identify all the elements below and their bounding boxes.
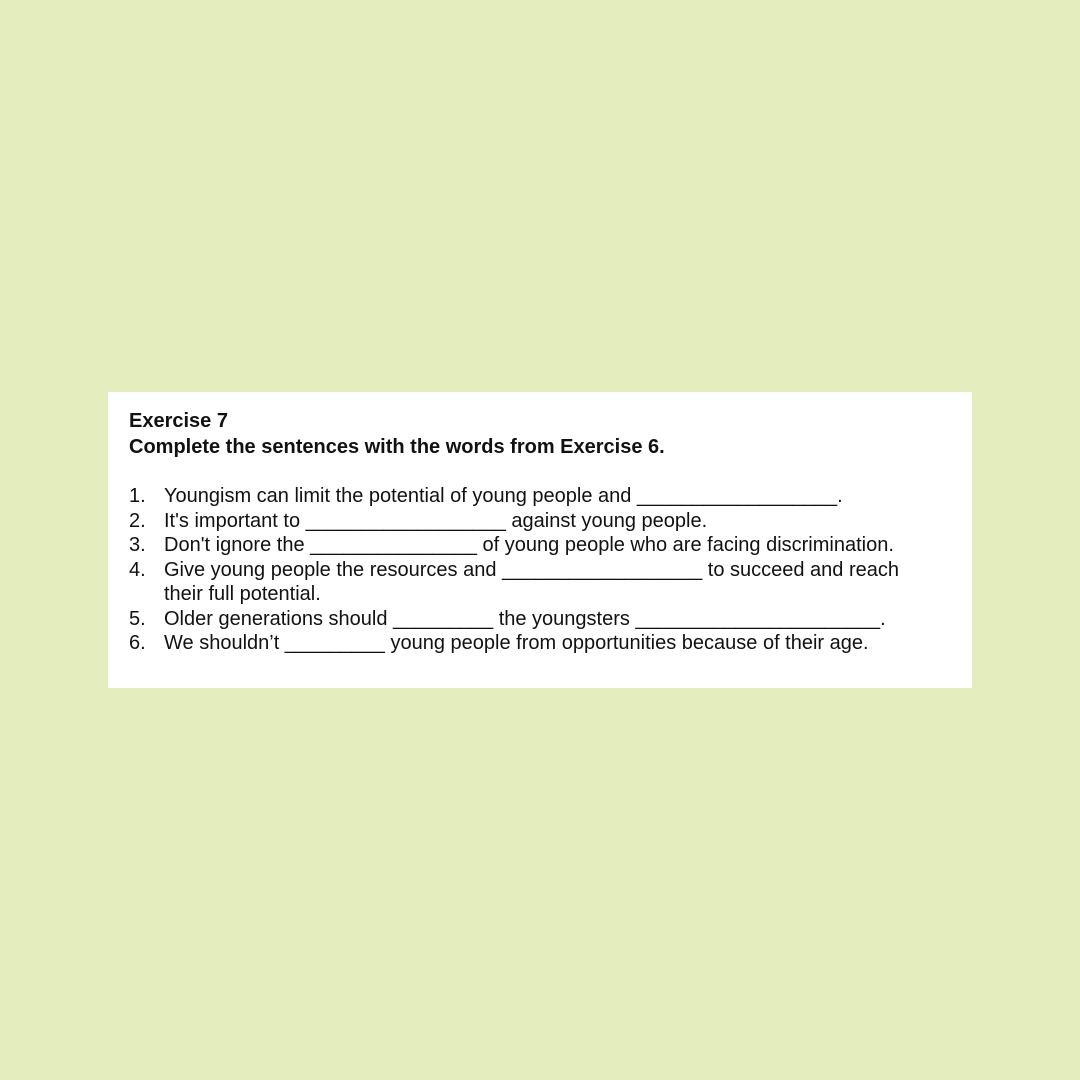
sentence-item-1 (129, 484, 952, 509)
exercise-title: Exercise 7 (129, 410, 228, 432)
exercise-card (108, 392, 972, 688)
sentence-item-2 (129, 509, 952, 534)
item-number: 6. (129, 632, 146, 654)
sentence-list (129, 484, 952, 656)
sentence-text: Give young people the resources and __________________ to succeed and reach (164, 558, 900, 581)
item-number: 1. (129, 485, 146, 507)
sentence-item-4 (129, 558, 952, 607)
item-number: 3. (129, 534, 146, 556)
sentence-text: Don't ignore the _______________ of young people who are facing discrimination. (164, 534, 894, 556)
item-number: 2. (129, 509, 146, 532)
sentence-text: Older generations should _________ the youngsters ______________________. (164, 607, 886, 630)
item-number: 5. (129, 607, 146, 630)
sentence-text: Youngism can limit the potential of young people and __________________. (164, 485, 843, 507)
sentence-item-5 (129, 607, 952, 632)
item-number: 4. (129, 558, 146, 581)
sentence-item-6 (129, 631, 952, 656)
exercise-instruction: Complete the sentences with the words from Exercise 6. (129, 436, 665, 458)
sentence-continuation: their full potential. (164, 583, 321, 605)
sentence-text: It's important to __________________ against young people. (164, 509, 708, 532)
sentence-item-3 (129, 533, 952, 558)
sentence-text: We shouldn’t _________ young people from opportunities because of their age. (164, 632, 869, 654)
